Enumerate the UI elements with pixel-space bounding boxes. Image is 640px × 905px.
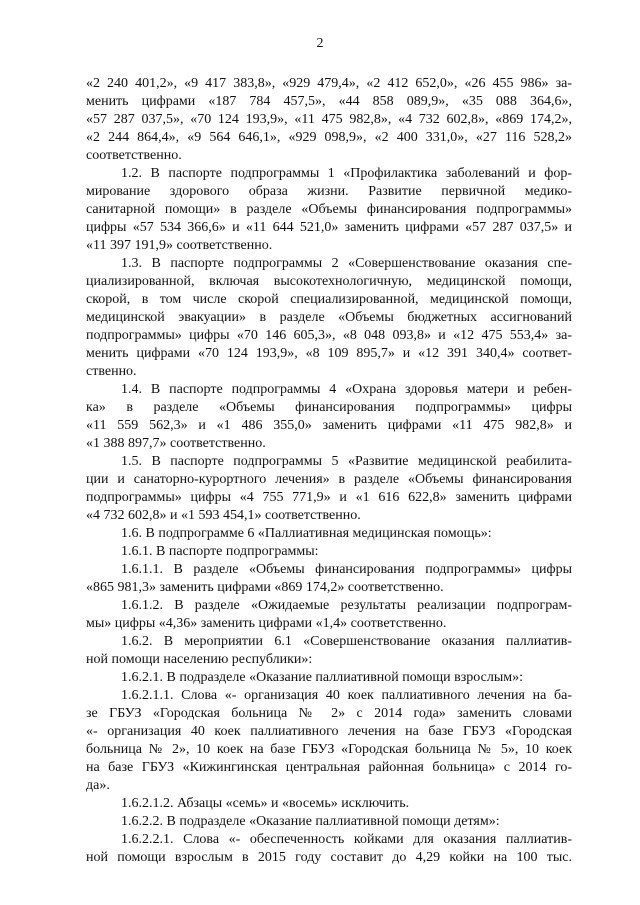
text-line: «- организация 40 коек паллиативного лечения на базе ГБУЗ «Городская: [86, 724, 572, 739]
text-line: 1.6.2.2.1. Слова «- обеспеченность койками для оказания паллиатив-: [121, 832, 572, 847]
text-line: 1.6.2.1.1. Слова «- организация 40 коек паллиативного лечения на ба-: [121, 688, 572, 703]
text-line: «4 732 602,8» и «1 593 454,1» соответственно.: [86, 508, 361, 523]
text-line: ственно.: [86, 364, 137, 379]
text-line: «1 388 897,7» соответственно.: [86, 436, 266, 451]
text-line: больница № 2», 10 коек на базе ГБУЗ «Городская больница № 5», 10 коек: [86, 742, 572, 757]
text-line: медицинской эвакуации» в разделе «Объемы бюджетных ассигнований: [86, 310, 572, 325]
text-line: соответственно.: [86, 148, 182, 163]
text-line: ной помощи населению республики»:: [86, 652, 313, 667]
text-line: циализированной, включая высокотехнологичную, медицинской помощи,: [86, 274, 572, 289]
text-line: 1.5. В паспорте подпрограммы 5 «Развитие медицинской реабилита-: [121, 454, 572, 469]
text-line: 1.4. В паспорте подпрограммы 4 «Охрана здоровья матери и ребен-: [121, 382, 572, 397]
text-line: мы» цифры «4,36» заменить цифрами «1,4» соответственно.: [86, 616, 447, 631]
text-line: «2 240 401,2», «9 417 383,8», «929 479,4», «2 412 652,0», «26 455 986» за-: [86, 76, 572, 91]
text-line: 1.6.2.2. В подразделе «Оказание паллиативной помощи детям»:: [121, 814, 500, 829]
text-line: на базе ГБУЗ «Кижингинская центральная районная больница» с 2014 го-: [86, 760, 572, 775]
text-line: цифры «57 534 366,6» и «11 644 521,0» заменить цифрами «57 287 037,5» и: [86, 220, 572, 235]
text-line: 1.3. В паспорте подпрограммы 2 «Совершенствование оказания спе-: [121, 256, 572, 271]
text-line: скорой, в том числе скорой специализированной, медицинской помощи,: [86, 292, 572, 307]
text-line: подпрограммы» цифры «4 755 771,9» и «1 616 622,8» заменить цифрами: [86, 490, 572, 505]
text-line: мирование здорового образа жизни. Развитие первичной медико-: [86, 184, 572, 199]
text-line: 1.6. В подпрограмме 6 «Паллиативная медицинская помощь»:: [121, 526, 492, 541]
text-line: «11 397 191,9» соответственно.: [86, 238, 273, 253]
text-line: менить цифрами «187 784 457,5», «44 858 089,9», «35 088 364,6»,: [86, 94, 572, 109]
text-line: санитарной помощи» в разделе «Объемы финансирования подпрограммы»: [86, 202, 572, 217]
text-line: подпрограммы» цифры «70 146 605,3», «8 048 093,8» и «12 475 553,4» за-: [86, 328, 572, 343]
text-line: 1.6.1.2. В разделе «Ожидаемые результаты реализации подпрограм-: [121, 598, 572, 613]
page-number: 2: [316, 36, 324, 51]
text-line: 1.6.2. В мероприятии 6.1 «Совершенствование оказания паллиатив-: [121, 634, 572, 649]
text-line: ции и санаторно-курортного лечения» в разделе «Объемы финансирования: [86, 472, 572, 487]
text-line: «865 981,3» заменить цифрами «869 174,2» соответственно.: [86, 580, 444, 595]
text-line: 1.6.2.1. В подразделе «Оказание паллиативной помощи взрослым»:: [121, 670, 523, 685]
text-line: «11 559 562,3» и «1 486 355,0» заменить цифрами «11 475 982,8» и: [86, 418, 572, 433]
text-line: 1.2. В паспорте подпрограммы 1 «Профилактика заболеваний и фор-: [121, 166, 572, 181]
text-line: «57 287 037,5», «70 124 193,9», «11 475 982,8», «4 732 602,8», «869 174,2»,: [86, 112, 572, 127]
text-line: зе ГБУЗ «Городская больница № 2» с 2014 года» заменить словами: [86, 706, 572, 721]
text-line: 1.6.1. В паспорте подпрограммы:: [121, 544, 319, 559]
text-line: 1.6.1.1. В разделе «Объемы финансирования подпрограммы» цифры: [121, 562, 572, 577]
text-line: да».: [86, 778, 110, 793]
text-line: ка» в разделе «Объемы финансирования подпрограммы» цифры: [86, 400, 572, 415]
text-line: менить цифрами «70 124 193,9», «8 109 895,7» и «12 391 340,4» соответ-: [86, 346, 572, 361]
text-line: ной помощи взрослым в 2015 году составит до 4,29 койки на 100 тыс.: [86, 850, 572, 865]
text-line: 1.6.2.1.2. Абзацы «семь» и «восемь» исключить.: [121, 796, 410, 811]
text-line: «2 244 864,4», «9 564 646,1», «929 098,9», «2 400 331,0», «27 116 528,2»: [86, 130, 572, 145]
